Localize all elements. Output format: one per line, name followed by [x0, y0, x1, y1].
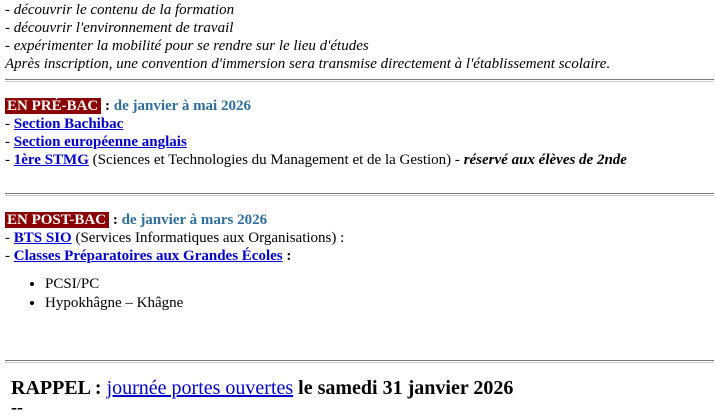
prebac-item: [5, 133, 627, 151]
stmg-description: (Sciences et Technologies du Management et de la Gestion) -: [88, 152, 464, 168]
rappel-trailing: --: [11, 397, 23, 417]
dash: -: [5, 230, 14, 246]
divider: [5, 79, 714, 82]
prebac-item: [5, 115, 627, 133]
divider: [5, 193, 714, 196]
postbac-section: [5, 211, 344, 313]
stmg-note: réservé aux élèves de 2nde: [463, 152, 627, 168]
prebac-period: de janvier à mai 2026: [113, 98, 251, 114]
prebac-badge: EN PRÉ-BAC: [5, 98, 101, 114]
cpge-colon: :: [282, 248, 292, 264]
prebac-section: [5, 97, 627, 169]
prebac-sep: :: [101, 98, 114, 114]
intro-line: Après inscription, une convention d'immersion sera transmise directement à l'établissement scolaire.: [5, 56, 611, 72]
postbac-period: de janvier à mars 2026: [121, 212, 268, 228]
dash: -: [5, 248, 14, 264]
dash: -: [5, 152, 14, 168]
postbac-sep: :: [109, 212, 122, 228]
list-item: • PCSI/PC: [45, 275, 344, 294]
rappel-date: le samedi 31 janvier 2026: [293, 377, 514, 399]
cpge-sublist: [5, 275, 344, 313]
intro-block: [5, 1, 610, 73]
link-stmg[interactable]: 1ère STMG: [13, 152, 89, 168]
list-item: • Hypokhâgne – Khâgne: [45, 294, 344, 313]
intro-line: - découvrir le contenu de la formation: [5, 2, 235, 18]
bts-sio-description: (Services Informatiques aux Organisations) :: [71, 230, 345, 246]
rappel-prefix: RAPPEL :: [11, 377, 107, 399]
postbac-badge: EN POST-BAC: [5, 212, 109, 228]
postbac-item: [5, 229, 344, 247]
prebac-item: [5, 151, 627, 169]
postbac-item: [5, 247, 344, 265]
link-portes-ouvertes[interactable]: journée portes ouvertes: [106, 377, 294, 399]
dash: -: [5, 134, 14, 150]
link-bachibac[interactable]: Section Bachibac: [13, 116, 124, 132]
divider: [5, 360, 714, 363]
dash: -: [5, 116, 14, 132]
link-cpge[interactable]: Classes Préparatoires aux Grandes Écoles: [13, 248, 283, 264]
intro-line: - découvrir l'environnement de travail: [5, 20, 234, 36]
link-bts-sio[interactable]: BTS SIO: [13, 230, 72, 246]
rappel-block: [11, 376, 514, 417]
link-section-europeenne[interactable]: Section européenne anglais: [13, 134, 187, 150]
intro-line: - expérimenter la mobilité pour se rendre sur le lieu d'études: [5, 38, 369, 54]
